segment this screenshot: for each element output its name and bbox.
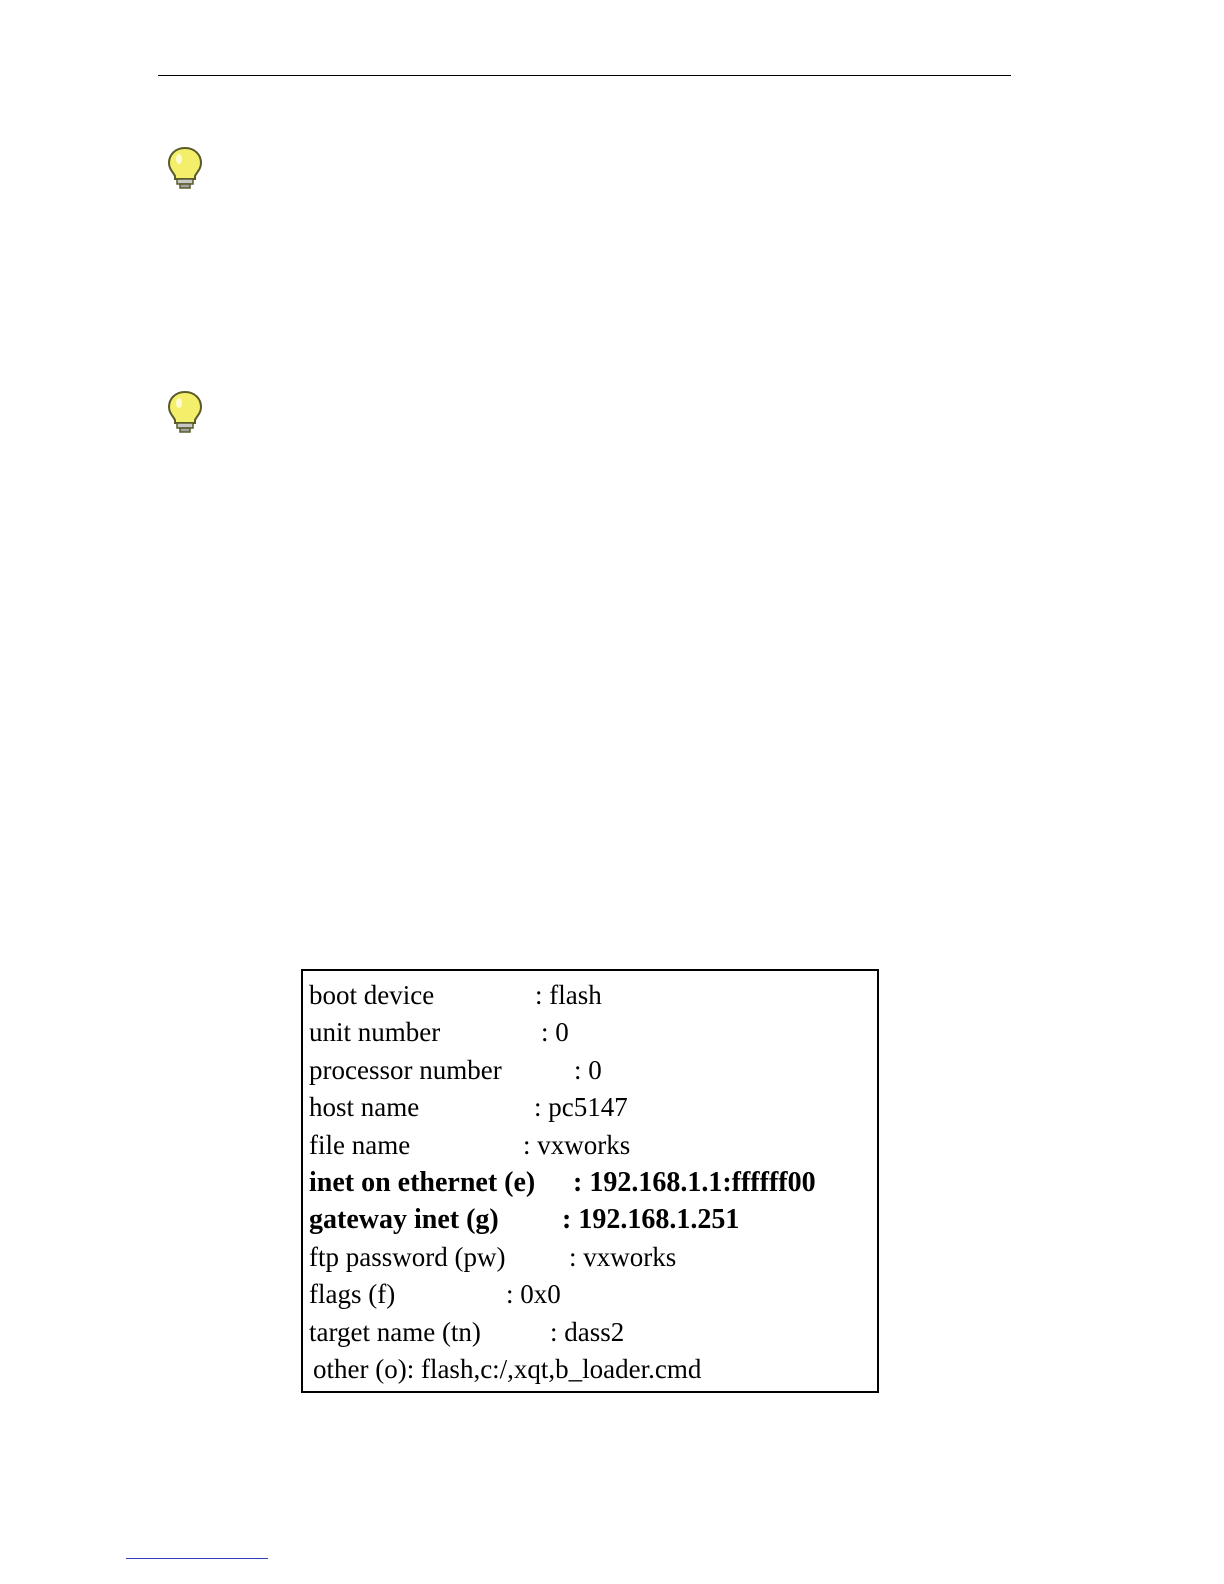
- boot-param-key: unit number: [309, 1017, 441, 1048]
- boot-param-line: [309, 1201, 877, 1238]
- boot-param-line: [309, 1052, 877, 1089]
- boot-param-key: target name (tn): [309, 1316, 481, 1347]
- boot-param-value: : 192.168.1.1:ffffff00: [573, 1166, 816, 1198]
- boot-param-key: processor number: [309, 1054, 502, 1085]
- boot-param-value: : 0: [541, 1017, 569, 1048]
- boot-param-line: [309, 1014, 877, 1051]
- boot-param-value: : flash: [535, 980, 602, 1010]
- boot-param-value: : 192.168.1.251: [562, 1204, 740, 1236]
- boot-param-line: [309, 1239, 877, 1276]
- boot-param-line: [309, 977, 877, 1014]
- boot-parameters-box: [301, 969, 879, 1393]
- boot-param-value: : dass2: [550, 1316, 625, 1347]
- boot-param-value: : pc5147: [534, 1092, 628, 1123]
- boot-param-key: gateway inet (g): [309, 1204, 499, 1236]
- boot-param-other-line: other (o): flash,c:/,xqt,b_loader.cmd: [313, 1353, 702, 1384]
- boot-param-value: : vxworks: [569, 1241, 677, 1272]
- header-rule: [158, 75, 1011, 76]
- boot-param-line: [309, 1089, 877, 1126]
- boot-param-line: [309, 1164, 877, 1201]
- boot-param-key: file name: [309, 1129, 411, 1160]
- boot-param-key: ftp password (pw): [309, 1241, 506, 1272]
- boot-param-key: boot device: [309, 980, 435, 1010]
- boot-param-line: [309, 1314, 877, 1351]
- footnote-rule: [126, 1558, 268, 1559]
- lightbulb-icon: [163, 145, 207, 191]
- boot-param-value: : vxworks: [523, 1129, 631, 1160]
- boot-param-line: [309, 1276, 877, 1313]
- boot-param-key: flags (f): [309, 1279, 396, 1310]
- boot-param-value: : 0x0: [506, 1279, 561, 1310]
- lightbulb-icon: [163, 389, 207, 435]
- boot-param-value: : 0: [574, 1054, 602, 1085]
- boot-param-line: [309, 1127, 877, 1164]
- boot-param-key: host name: [309, 1092, 420, 1123]
- boot-param-key: inet on ethernet (e): [309, 1166, 536, 1198]
